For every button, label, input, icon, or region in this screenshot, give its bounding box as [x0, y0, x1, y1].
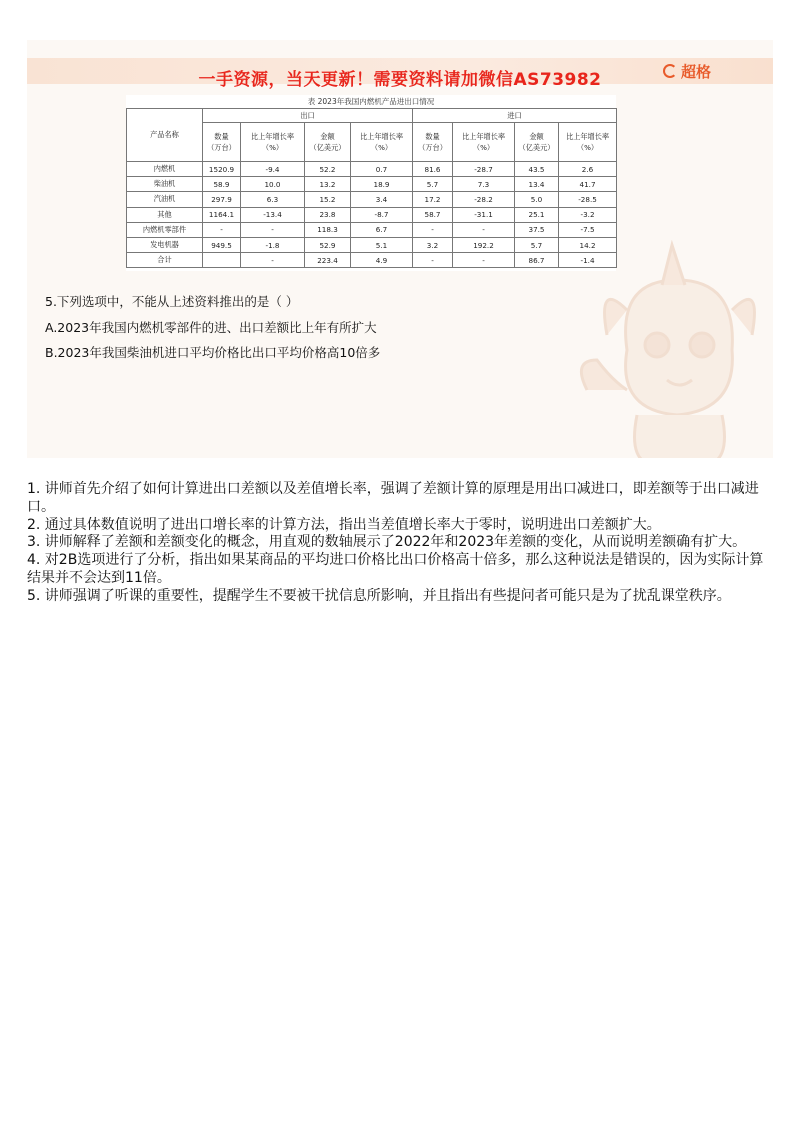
table-cell: -7.5: [559, 222, 617, 237]
table-cell: 41.7: [559, 177, 617, 192]
banner-text: 一手资源，当天更新！需要资料请加微信AS73982: [198, 70, 602, 90]
trade-table-container: [126, 95, 616, 271]
table-cell: 949.5: [203, 237, 241, 252]
note-item: 4. 对2B选项进行了分析，指出如果某商品的平均进口价格比出口价格高十倍多，那么这种说法是错误的，因为实际计算结果并不会达到11倍。: [27, 552, 764, 586]
table-cell: 223.4: [305, 253, 351, 268]
unicorn-mascot-icon: [567, 240, 773, 458]
table-cell: -: [241, 253, 305, 268]
table-cell: 1164.1: [203, 207, 241, 222]
table-cell: 118.3: [305, 222, 351, 237]
row-product-name: 内燃机: [127, 162, 203, 177]
logo-text: 超格: [681, 62, 712, 81]
sub-header: 比上年增长率 （%）: [453, 123, 515, 162]
table-row: [127, 192, 617, 207]
table-cell: 17.2: [413, 192, 453, 207]
lecture-slide: [27, 40, 773, 458]
table-cell: [203, 253, 241, 268]
table-cell: -28.7: [453, 162, 515, 177]
table-cell: 58.7: [413, 207, 453, 222]
lecture-notes: [27, 481, 767, 606]
table-cell: 6.7: [351, 222, 413, 237]
table-cell: 15.2: [305, 192, 351, 207]
import-group-header: 进口: [413, 109, 617, 123]
sub-header: 数量 （万台）: [413, 123, 453, 162]
sub-header: 比上年增长率 （%）: [241, 123, 305, 162]
table-cell: 43.5: [515, 162, 559, 177]
note-item: 1. 讲师首先介绍了如何计算进出口差额以及差值增长率，强调了差额计算的原理是用出口减进口，即差额等于出口减进口。: [27, 481, 759, 515]
question-stem: 5.下列选项中，不能从上述资料推出的是（ ）: [45, 294, 299, 309]
table-cell: 3.4: [351, 192, 413, 207]
table-cell: 14.2: [559, 237, 617, 252]
table-cell: -9.4: [241, 162, 305, 177]
logo-icon: [663, 64, 677, 78]
note-item: 3. 讲师解释了差额和差额变化的概念，用直观的数轴展示了2022年和2023年差额的变化，从而说明差额确有扩大。: [27, 534, 747, 551]
table-cell: 4.9: [351, 253, 413, 268]
table-row: [127, 237, 617, 252]
table-cell: 25.1: [515, 207, 559, 222]
option-b: B.2023年我国柴油机进口平均价格比出口平均价格高10倍多: [45, 345, 381, 360]
table-cell: -: [203, 222, 241, 237]
table-cell: 37.5: [515, 222, 559, 237]
table-cell: -28.2: [453, 192, 515, 207]
table-cell: -3.2: [559, 207, 617, 222]
table-group-header-row: [127, 109, 617, 123]
table-cell: 10.0: [241, 177, 305, 192]
top-banner: [27, 58, 773, 90]
note-item: 5. 讲师强调了听课的重要性，提醒学生不要被干扰信息所影响，并且指出有些提问者可能只是为了扰乱课堂秩序。: [27, 587, 731, 604]
table-caption: 表 2023年我国内燃机产品进出口情况: [307, 97, 435, 106]
table-cell: 6.3: [241, 192, 305, 207]
trade-table: [126, 108, 617, 268]
table-cell: 5.7: [515, 237, 559, 252]
option-a: A.2023年我国内燃机零部件的进、出口差额比上年有所扩大: [45, 320, 377, 335]
table-cell: 81.6: [413, 162, 453, 177]
sub-header: 金额 （亿美元）: [515, 123, 559, 162]
row-product-name: 发电机器: [127, 237, 203, 252]
table-cell: 52.9: [305, 237, 351, 252]
table-row: [127, 207, 617, 222]
row-product-name: 柴油机: [127, 177, 203, 192]
table-cell: -28.5: [559, 192, 617, 207]
table-cell: 7.3: [453, 177, 515, 192]
table-cell: 23.8: [305, 207, 351, 222]
sub-header: 数量 （万台）: [203, 123, 241, 162]
table-cell: 18.9: [351, 177, 413, 192]
brand-logo: [663, 60, 711, 82]
table-row: [127, 253, 617, 268]
sub-header: 金额 （亿美元）: [305, 123, 351, 162]
table-cell: 2.6: [559, 162, 617, 177]
table-cell: 3.2: [413, 237, 453, 252]
table-cell: 13.4: [515, 177, 559, 192]
table-cell: -8.7: [351, 207, 413, 222]
row-product-name: 其他: [127, 207, 203, 222]
row-product-name: 汽油机: [127, 192, 203, 207]
sub-header: 比上年增长率 （%）: [351, 123, 413, 162]
table-row: [127, 177, 617, 192]
table-cell: 0.7: [351, 162, 413, 177]
table-cell: 52.2: [305, 162, 351, 177]
table-cell: 5.7: [413, 177, 453, 192]
table-cell: -31.1: [453, 207, 515, 222]
table-cell: -: [241, 222, 305, 237]
table-cell: -13.4: [241, 207, 305, 222]
note-item: 2. 通过具体数值说明了进出口增长率的计算方法，指出当差值增长率大于零时，说明进出口差额扩大。: [27, 516, 661, 533]
table-cell: 13.2: [305, 177, 351, 192]
table-cell: 5.0: [515, 192, 559, 207]
row-product-name: 内燃机零部件: [127, 222, 203, 237]
table-cell: -1.8: [241, 237, 305, 252]
table-row: [127, 222, 617, 237]
table-cell: -: [413, 222, 453, 237]
sub-header: 比上年增长率 （%）: [559, 123, 617, 162]
table-cell: 86.7: [515, 253, 559, 268]
table-cell: -: [453, 222, 515, 237]
product-header: 产品名称: [127, 109, 203, 162]
table-cell: 5.1: [351, 237, 413, 252]
table-cell: 58.9: [203, 177, 241, 192]
table-cell: 1520.9: [203, 162, 241, 177]
table-cell: 297.9: [203, 192, 241, 207]
table-row: [127, 162, 617, 177]
table-cell: -: [413, 253, 453, 268]
export-group-header: 出口: [203, 109, 413, 123]
table-cell: -1.4: [559, 253, 617, 268]
table-cell: 192.2: [453, 237, 515, 252]
row-product-name: 合计: [127, 253, 203, 268]
table-cell: -: [453, 253, 515, 268]
